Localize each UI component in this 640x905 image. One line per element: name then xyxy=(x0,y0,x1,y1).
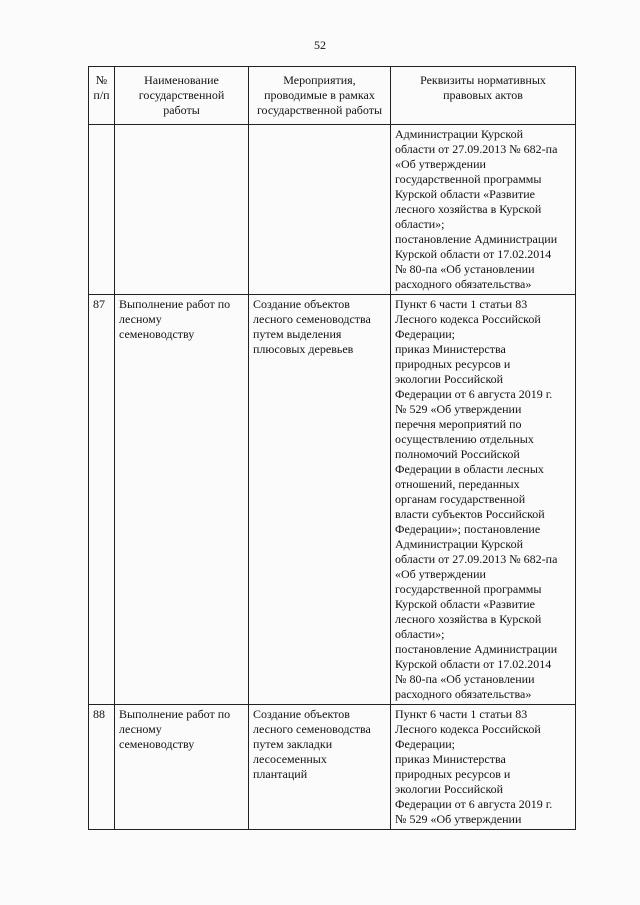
header-work-name: Наименование государственной работы xyxy=(115,67,249,125)
table-row xyxy=(89,125,576,295)
header-legal-acts: Реквизиты нормативных правовых актов xyxy=(391,67,576,125)
row-legal-acts: Пункт 6 части 1 статьи 83 Лесного кодекса Российской Федерации; приказ Министерства природных ресурсов и экологии Российской Федерации от 6 августа 2019 г. № 529 «Об утверждении перечня мероприятий по осуществлению отдельных полномочий Российской Федерации в области лесных отношений, переданных органам государственной власти субъектов Российской Федерации»; постановление Администрации Курской области от 27.09.2013 № 682-па «Об утверждении государственной программы Курской области «Развитие лесного хозяйства в Курской области»; постановление Администрации Курской области от 17.02.2014 № 80-па «Об установлении расходного обязательства» xyxy=(391,295,576,705)
row-legal-acts: Администрации Курской области от 27.09.2013 № 682-па «Об утверждении государственной программы Курской области «Развитие лесного хозяйства в Курской области»; постановление Администрации Курской области от 17.02.2014 № 80-па «Об установлении расходного обязательства» xyxy=(391,125,576,295)
header-measures: Мероприятия, проводимые в рамках государственной работы xyxy=(249,67,391,125)
row-measures: Создание объектов лесного семеноводства путем закладки лесосеменных плантаций xyxy=(249,705,391,830)
row-work-name: Выполнение работ по лесному семеноводству xyxy=(115,295,249,705)
row-work-name: Выполнение работ по лесному семеноводству xyxy=(115,705,249,830)
row-measures xyxy=(249,125,391,295)
row-measures: Создание объектов лесного семеноводства путем выделения плюсовых деревьев xyxy=(249,295,391,705)
page-number: 52 xyxy=(314,38,326,52)
table-row xyxy=(89,705,576,830)
row-legal-acts: Пункт 6 части 1 статьи 83 Лесного кодекса Российской Федерации; приказ Министерства природных ресурсов и экологии Российской Федерации от 6 августа 2019 г. № 529 «Об утверждении xyxy=(391,705,576,830)
row-number: 88 xyxy=(89,705,115,830)
row-number xyxy=(89,125,115,295)
header-number: № п/п xyxy=(89,67,115,125)
row-number: 87 xyxy=(89,295,115,705)
row-work-name xyxy=(115,125,249,295)
regulatory-table xyxy=(88,66,576,830)
table-header-row xyxy=(89,67,576,125)
table-row xyxy=(89,295,576,705)
